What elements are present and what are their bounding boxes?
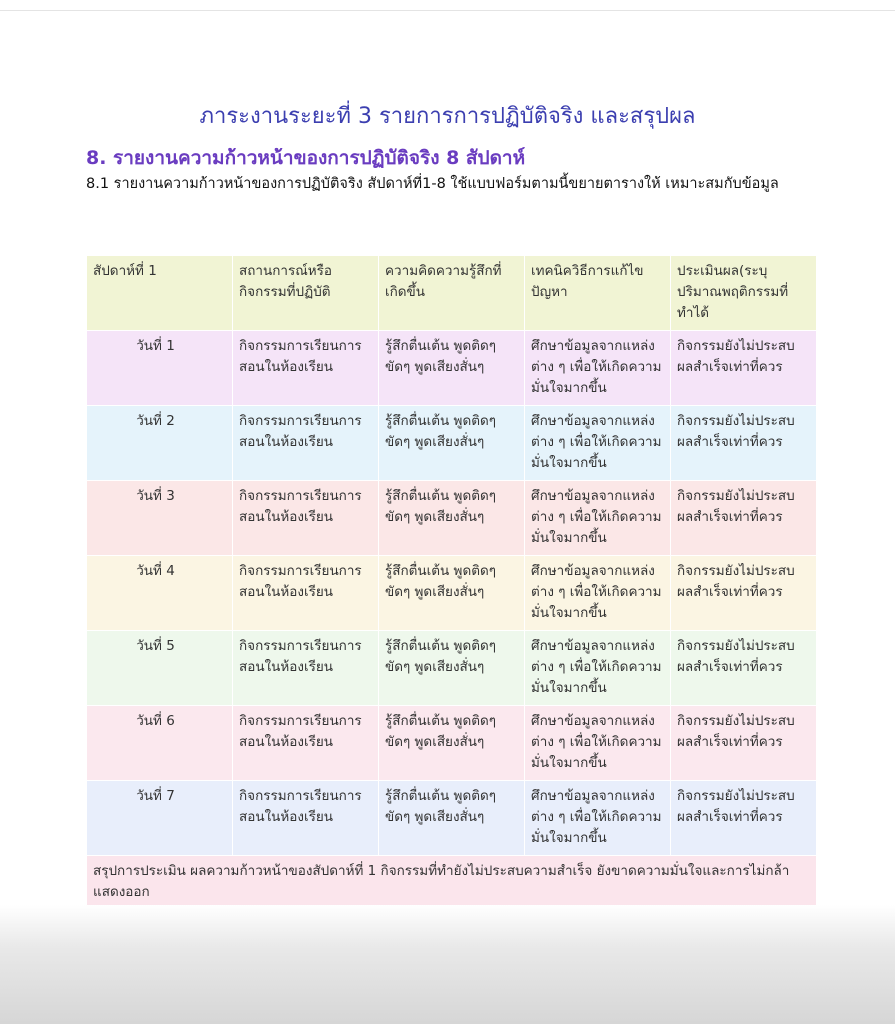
day-cell: วันที่ 5 xyxy=(87,631,233,706)
page-title: ภาระงานระยะที่ 3 รายการการปฏิบัติจริง และสรุปผล xyxy=(199,104,696,129)
table-row xyxy=(87,631,817,706)
activity-cell: กิจกรรมการเรียนการสอนในห้องเรียน xyxy=(233,556,379,631)
day-cell: วันที่ 6 xyxy=(87,706,233,781)
header-activity: สถานการณ์หรือกิจกรรมที่ปฏิบัติ xyxy=(233,256,379,331)
technique-cell: ศึกษาข้อมูลจากแหล่งต่าง ๆ เพื่อให้เกิดความมั่นใจมากขึ้น xyxy=(525,556,671,631)
evaluation-cell: กิจกรรมยังไม่ประสบผลสำเร็จเท่าที่ควร xyxy=(671,481,817,556)
intro-paragraph: 8.1 รายงานความก้าวหน้าของการปฏิบัติจริง สัปดาห์ที่1-8 ใช้แบบฟอร์มตามนี้ขยายตารางให้ เหมาะสมกับข้อมูล xyxy=(86,176,779,192)
activity-cell: กิจกรรมการเรียนการสอนในห้องเรียน xyxy=(233,481,379,556)
day-cell: วันที่ 2 xyxy=(87,406,233,481)
technique-cell: ศึกษาข้อมูลจากแหล่งต่าง ๆ เพื่อให้เกิดความมั่นใจมากขึ้น xyxy=(525,406,671,481)
feeling-cell: รู้สึกตื่นเต้น พูดติดๆ ขัดๆ พูดเสียงสั่นๆ xyxy=(379,481,525,556)
summary-row xyxy=(87,856,817,909)
top-divider xyxy=(0,10,895,11)
table-row xyxy=(87,406,817,481)
technique-cell: ศึกษาข้อมูลจากแหล่งต่าง ๆ เพื่อให้เกิดความมั่นใจมากขึ้น xyxy=(525,781,671,856)
technique-cell: ศึกษาข้อมูลจากแหล่งต่าง ๆ เพื่อให้เกิดความมั่นใจมากขึ้น xyxy=(525,331,671,406)
header-technique: เทคนิควิธีการแก้ไขปัญหา xyxy=(525,256,671,331)
feeling-cell: รู้สึกตื่นเต้น พูดติดๆ ขัดๆ พูดเสียงสั่นๆ xyxy=(379,706,525,781)
activity-cell: กิจกรรมการเรียนการสอนในห้องเรียน xyxy=(233,631,379,706)
weekly-progress-table xyxy=(86,255,817,909)
technique-cell: ศึกษาข้อมูลจากแหล่งต่าง ๆ เพื่อให้เกิดความมั่นใจมากขึ้น xyxy=(525,481,671,556)
feeling-cell: รู้สึกตื่นเต้น พูดติดๆ ขัดๆ พูดเสียงสั่นๆ xyxy=(379,556,525,631)
header-week: สัปดาห์ที่ 1 xyxy=(87,256,233,331)
day-cell: วันที่ 4 xyxy=(87,556,233,631)
feeling-cell: รู้สึกตื่นเต้น พูดติดๆ ขัดๆ พูดเสียงสั่นๆ xyxy=(379,781,525,856)
table-row xyxy=(87,481,817,556)
activity-cell: กิจกรรมการเรียนการสอนในห้องเรียน xyxy=(233,406,379,481)
day-cell: วันที่ 1 xyxy=(87,331,233,406)
evaluation-cell: กิจกรรมยังไม่ประสบผลสำเร็จเท่าที่ควร xyxy=(671,406,817,481)
activity-cell: กิจกรรมการเรียนการสอนในห้องเรียน xyxy=(233,331,379,406)
section-title: 8. รายงานความก้าวหน้าของการปฏิบัติจริง 8 สัปดาห์ xyxy=(86,147,526,169)
technique-cell: ศึกษาข้อมูลจากแหล่งต่าง ๆ เพื่อให้เกิดความมั่นใจมากขึ้น xyxy=(525,631,671,706)
evaluation-cell: กิจกรรมยังไม่ประสบผลสำเร็จเท่าที่ควร xyxy=(671,556,817,631)
feeling-cell: รู้สึกตื่นเต้น พูดติดๆ ขัดๆ พูดเสียงสั่นๆ xyxy=(379,631,525,706)
evaluation-cell: กิจกรรมยังไม่ประสบผลสำเร็จเท่าที่ควร xyxy=(671,706,817,781)
bottom-gradient xyxy=(0,905,895,1024)
feeling-cell: รู้สึกตื่นเต้น พูดติดๆ ขัดๆ พูดเสียงสั่นๆ xyxy=(379,406,525,481)
header-feeling: ความคิดความรู้สึกที่เกิดขึ้น xyxy=(379,256,525,331)
day-cell: วันที่ 3 xyxy=(87,481,233,556)
technique-cell: ศึกษาข้อมูลจากแหล่งต่าง ๆ เพื่อให้เกิดความมั่นใจมากขึ้น xyxy=(525,706,671,781)
table-row xyxy=(87,706,817,781)
evaluation-cell: กิจกรรมยังไม่ประสบผลสำเร็จเท่าที่ควร xyxy=(671,631,817,706)
evaluation-cell: กิจกรรมยังไม่ประสบผลสำเร็จเท่าที่ควร xyxy=(671,331,817,406)
feeling-cell: รู้สึกตื่นเต้น พูดติดๆ ขัดๆ พูดเสียงสั่นๆ xyxy=(379,331,525,406)
activity-cell: กิจกรรมการเรียนการสอนในห้องเรียน xyxy=(233,706,379,781)
table-row xyxy=(87,331,817,406)
table-row xyxy=(87,556,817,631)
evaluation-cell: กิจกรรมยังไม่ประสบผลสำเร็จเท่าที่ควร xyxy=(671,781,817,856)
header-evaluation: ประเมินผล(ระบุปริมาณพฤติกรรมที่ทำได้ xyxy=(671,256,817,331)
activity-cell: กิจกรรมการเรียนการสอนในห้องเรียน xyxy=(233,781,379,856)
summary-cell: สรุปการประเมิน ผลความก้าวหน้าของสัปดาห์ที่ 1 กิจกรรมที่ทำยังไม่ประสบความสำเร็จ ยังขาดความมั่นใจและการไม่กล้าแสดงออก xyxy=(87,856,817,909)
table-row xyxy=(87,781,817,856)
table-header-row xyxy=(87,256,817,331)
day-cell: วันที่ 7 xyxy=(87,781,233,856)
